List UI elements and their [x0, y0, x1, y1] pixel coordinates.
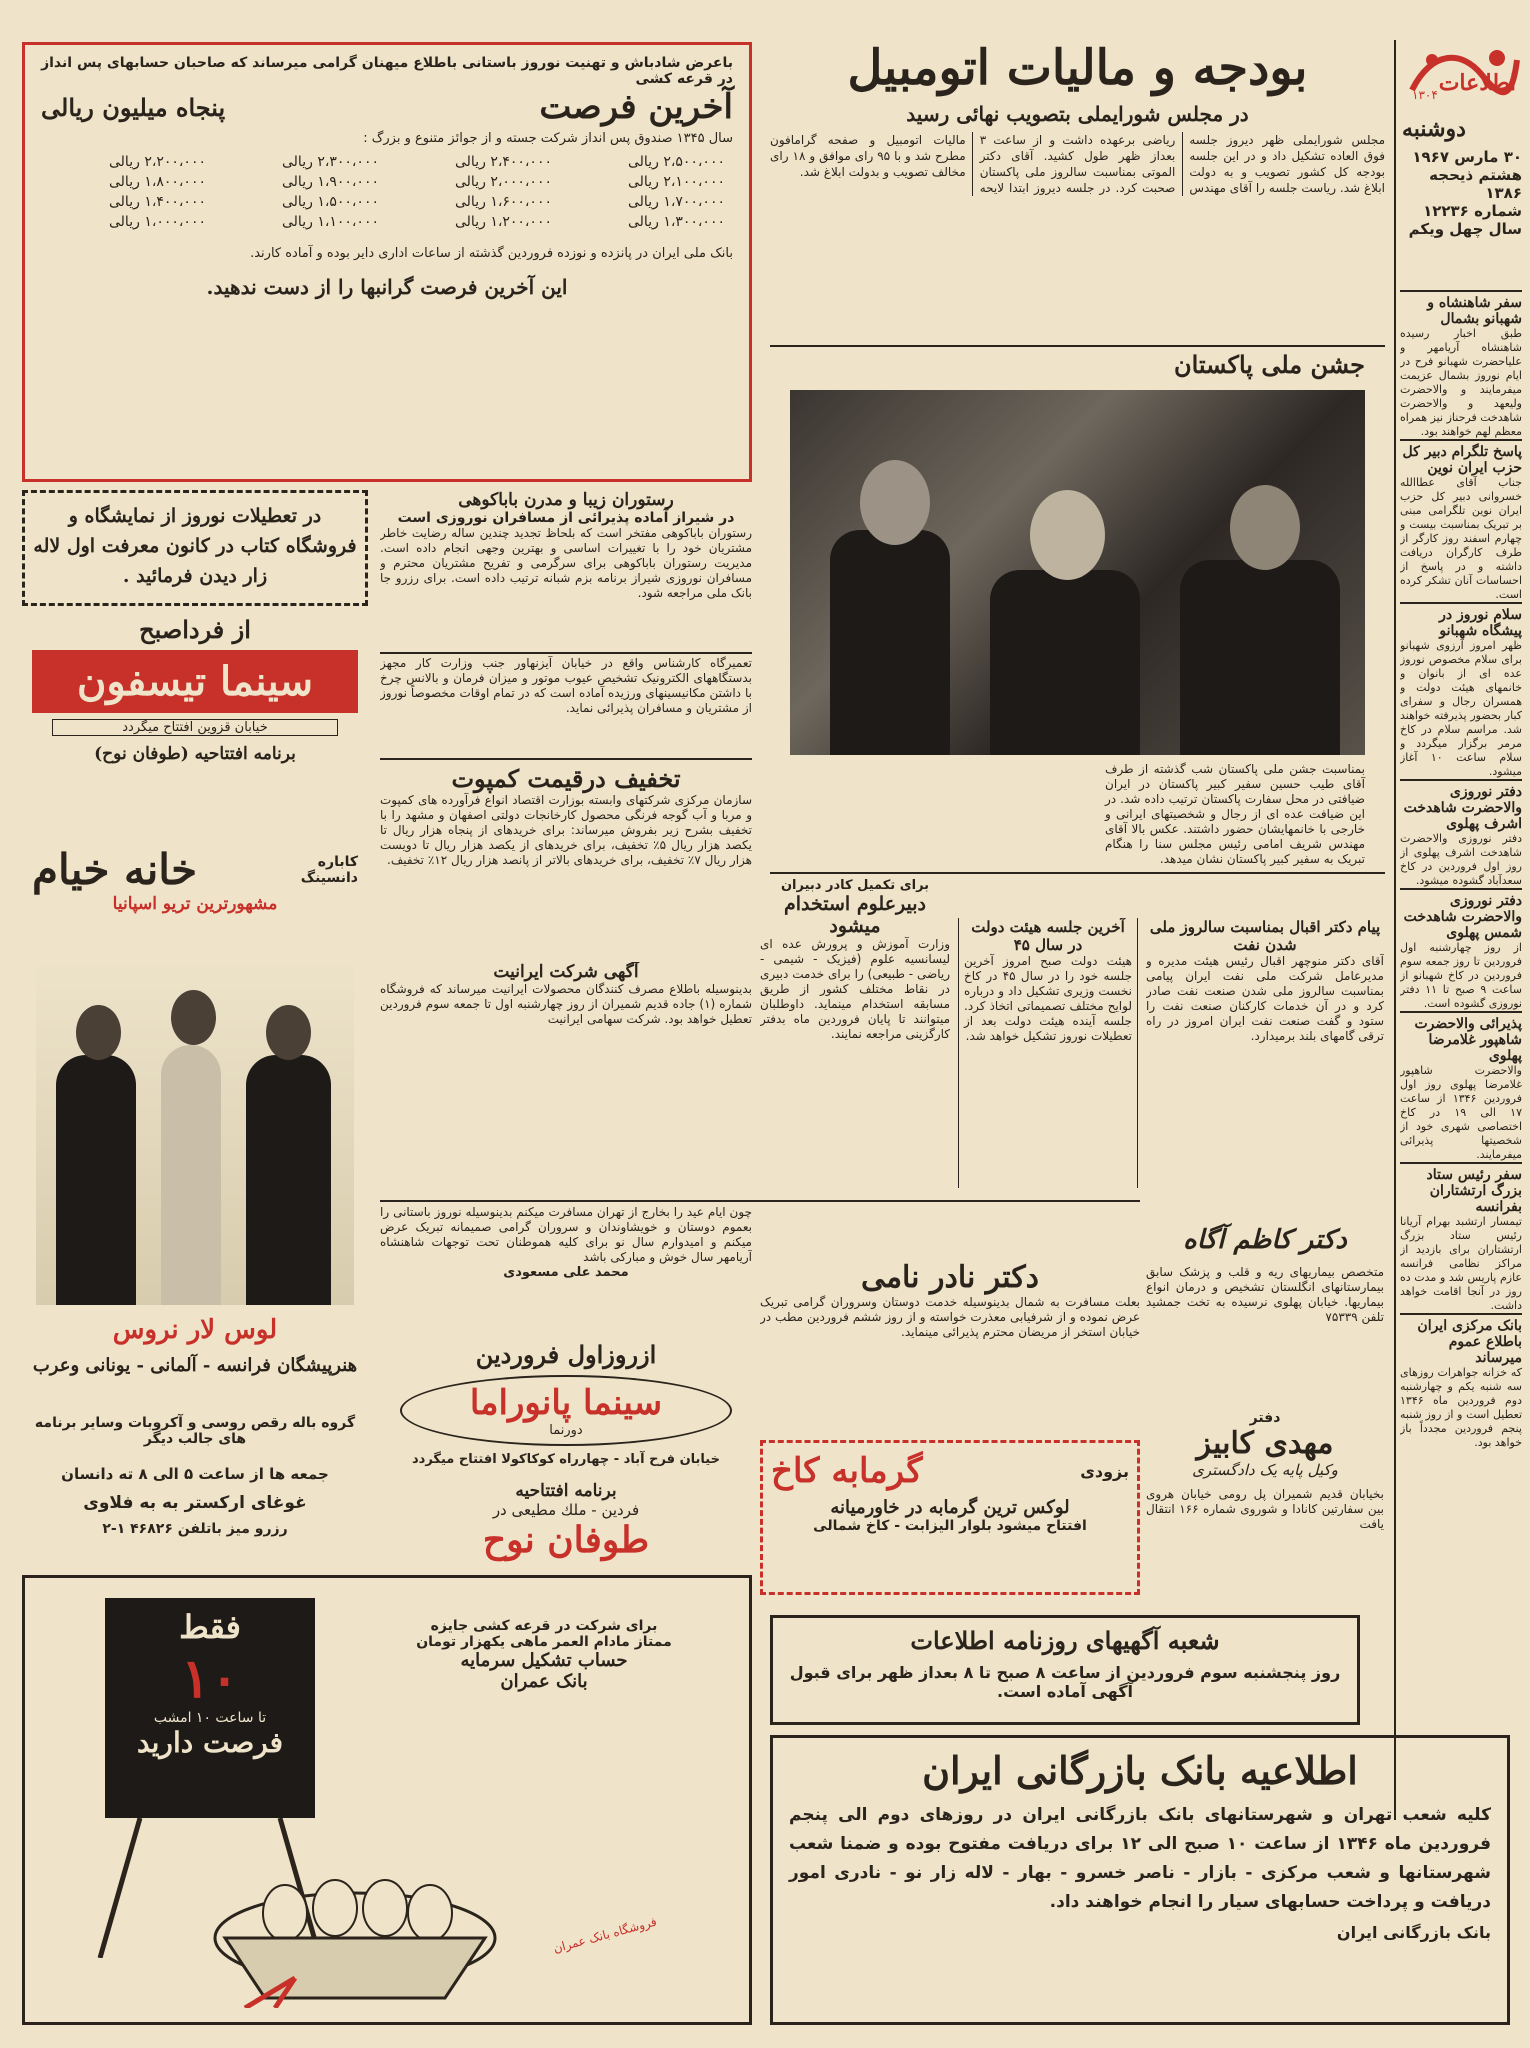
- prize-amount: ۱،۹۰۰،۰۰۰ ریالی: [282, 174, 379, 190]
- lawyer-name: مهدی کابیز: [1196, 1426, 1334, 1461]
- cabinet-body: هیئت دولت صبح امروز آخرین جلسه خود را در سال ۴۵ در کاخ نخست وزیری تشکیل داد و درباره لوایح مختلف تصمیماتی اتخاذ کرد. جلسه آینده هیئت دولت بعد از تعطیلات نوروز تشکیل خواهد شد.: [964, 954, 1132, 1043]
- lawyer-address: بخیابان قدیم شمیران پل رومی خیابان هروی بین سفارتین کانادا و شوروی شماره ۱۶۶ انتقال یافت: [1146, 1487, 1384, 1531]
- sidebar-article: [1400, 602, 1522, 779]
- basket-label: فروشگاه بانک عمران: [551, 1914, 659, 1956]
- prize-amount: ۱،۱۰۰،۰۰۰ ریالی: [282, 214, 379, 230]
- doctor-agah-body: متخصص بیماریهای ریه و قلب و پزشک سابق بیمارستانهای انگلستان تشخیص و درمان انواع بیماریها. خیابان پهلوی نرسیده به تخت جمشید تلفن ۷۵۳۳۹: [1146, 1265, 1384, 1324]
- pakistan-caption: بمناسبت جشن ملی پاکستان شب گذشته از طرف آقای طیب حسین سفیر کبیر پاکستان در ایران ضیافتی در محل سفارت پاکستان ترتیب داده شد. در این ضیافت عده ای از رجال و شخصیتهای ایرانی و خارجی با خانمهایشان حضور داشتند. عکس بالا آقای مهندس شریف امامی رئیس مجلس سنا را هنگام تبریک به سفیر کبیر پاکستان نشان میدهد.: [1105, 762, 1365, 866]
- bath-line1: لوکس ترین گرمابه در خاورمیانه: [830, 1497, 1070, 1518]
- cinema-tisfon-ad: [22, 615, 368, 835]
- tisfon-program: برنامه افتتاحیه (طوفان نوح): [94, 744, 296, 764]
- article-body: والاحضرت شاهپور غلامرضا پهلوی روز اول فروردین ۱۳۴۶ از ساعت ۱۷ الی ۱۹ در کاخ اختصاصی شهری خود از شخصیتها پذیرائی میفرمایند.: [1400, 1064, 1522, 1161]
- lead-body: مجلس شورایملی ظهر دیروز جلسه فوق العاده تشکیل داد و در این جلسه بودجه کل کشور تصویب و به دولت ابلاغ شد. ریاست جلسه را آقای مهندس ریاضی برعهده داشت و از ساعت ۳ بعداز ظهر طول کشید. آقای دکتر الموتی بمناسبت سالروز ملی پاکستان صحبت کرد. در جلسه دیروز ابتدا لایحه مالیات اتومبیل و صفحه گرامافون مطرح شد و با ۹۵ رای موافق و ۱۸ رای مخالف تصویب و بدولت ابلاغ شد.: [770, 133, 1385, 195]
- lead-story: [770, 40, 1385, 340]
- tisfon-name: سینما تیسفون: [76, 658, 314, 705]
- restaurant-body: رستوران باباکوهی مفتخر است که بلحاظ تجدید چندین ساله رضایت خاطر مشتریان خود را با تغییرات اساسی و بهترین وجهی انجام داده است. مدیریت رستوران باباکوهی برای سرگرمی و تفریح مشتریان محترم و مسافران نوروزی شیراز برنامه بزم شبانه ترتیب داده است. برای رزرو جا بانک ملی مراجعه شود.: [380, 526, 752, 600]
- savings-tonight: تا ساعت ۱۰ امشب: [153, 1710, 267, 1726]
- sidebar-article: [1400, 1313, 1522, 1450]
- pakistan-story: [770, 350, 1385, 870]
- article-body: که خزانه جواهرات روزهای سه شنبه یکم و چهارشنبه دوم فروردین ماه ۱۳۴۶ تعطیل است و از روز شنبه پنجم فروردین مجدداً باز خواهد بود.: [1400, 1366, 1522, 1449]
- savings-text-block: [379, 1618, 709, 1692]
- eghbal-article: [1146, 918, 1384, 1188]
- restaurant-subtitle: در شیراز آماده پذیرائی از مسافران نوروزی است: [397, 510, 735, 526]
- greeting-body: چون ایام عید را بخارج از تهران مسافرت میکنم بدینوسیله نوروز باستانی را بعموم دوستان و خویشاوندان و سروران گرامی صمیمانه تبریک عرض میکنم و امیدوارم سال نو برای کلیه هموطنان تحت توجهات شاهنشاه آریامهر سال خوش و مبارکی باشد: [380, 1205, 752, 1264]
- prize-amount: ۱،۶۰۰،۰۰۰ ریالی: [455, 194, 552, 210]
- sidebar-article: [1400, 1162, 1522, 1313]
- panorama-from: ازروزاول فروردین: [475, 1340, 657, 1369]
- doctor-agah-ad: [1146, 1205, 1384, 1405]
- etelaat-ads-body: روز پنجشنبه سوم فروردین از ساعت ۸ صبح تا ۸ بعداز ظهر برای قبول آگهی آماده است.: [789, 1663, 1341, 1701]
- group-name: لوس لار نروس: [112, 1315, 278, 1345]
- books-text: در تعطیلات نوروز از نمایشگاه و فروشگاه کتاب در کانون معرفت اول لاله زار دیدن فرمائید .: [33, 505, 357, 587]
- bank-notice-sign: بانک بازرگانی ایران: [1336, 1923, 1491, 1942]
- prize-amount: ۱،۵۰۰،۰۰۰ ریالی: [282, 194, 379, 210]
- trio-photo: [36, 965, 354, 1305]
- newspaper-logo: [1402, 40, 1522, 110]
- savings-text4: بانک عمران: [500, 1671, 588, 1692]
- article-title: سلام نوروز در پیشگاه شهبانو: [1400, 602, 1522, 639]
- article-title: بانک مرکزی ایران باطلاع عموم میرساند: [1400, 1313, 1522, 1366]
- compost-article: [380, 764, 752, 954]
- lottery-ad: [22, 42, 752, 482]
- prize-amount: ۲،۲۰۰،۰۰۰ ریالی: [109, 154, 206, 170]
- article-title: پاسخ تلگرام دبیر کل حزب ایران نوین: [1400, 439, 1522, 476]
- books-ad: [22, 490, 368, 606]
- prize-amount: ۱،۰۰۰،۰۰۰ ریالی: [109, 214, 206, 230]
- issue-date-2: هشتم ذیحجه ۱۳۸۶: [1429, 166, 1522, 202]
- bank-note: بانک ملی ایران در پانزده و نوزده فروردین گذشته از ساعات اداری دایر بوده و آماده کارند.: [250, 246, 733, 261]
- prize-amount: ۱،۷۰۰،۰۰۰ ریالی: [628, 194, 725, 210]
- doctor-nami-notice: [760, 1260, 1140, 1430]
- restaurant-ad: [380, 490, 752, 650]
- logo-year: ۱۳۰۴: [1412, 88, 1438, 102]
- panorama-program-line: فردین - ملك مطیعی در: [492, 1501, 640, 1519]
- lawyer-office: دفتر: [1249, 1410, 1281, 1426]
- lottery-heading: آخرین فرصت: [539, 87, 733, 127]
- logo-text: اطلاعات: [1438, 70, 1516, 96]
- pakistan-headline: جشن ملی پاکستان: [1173, 350, 1365, 379]
- khaneh-presents: مشهورترین تریو اسپانیا: [112, 894, 278, 914]
- prize-amount: ۲،۴۰۰،۰۰۰ ریالی: [455, 154, 552, 170]
- prize-amount: ۱،۴۰۰،۰۰۰ ریالی: [109, 194, 206, 210]
- prize-amount: ۱،۳۰۰،۰۰۰ ریالی: [628, 214, 725, 230]
- bath-name: گرمابه کاخ: [771, 1451, 923, 1491]
- article-body: جناب آقای عطاالله خسروانی دبیر کل حزب ایران نوین تلگرامی مبنی بر تبریک بمناسبت بیست و چهارم اسفند روز کارگر از طرف کارگران دریافت داشته و در پاسخ از احساسات آنان تشکر کرده است.: [1400, 476, 1522, 601]
- doctor-nami-name: دکتر نادر نامی: [860, 1260, 1040, 1295]
- article-title: پذیرائی والاحضرت شاهپور غلامرضا پهلوی: [1400, 1011, 1522, 1064]
- egg-basket-icon: [205, 1868, 505, 2008]
- tisfon-banner: [32, 650, 358, 713]
- doctor-agah-name: دکتر کاظم آگاه: [1183, 1225, 1347, 1255]
- prize-amount: ۱،۲۰۰،۰۰۰ ریالی: [455, 214, 552, 230]
- teachers-title: دبیرعلوم استخدام میشود: [784, 893, 926, 937]
- savings-chance: فرصت دارید: [136, 1726, 284, 1759]
- kabare: کاباره: [317, 853, 358, 870]
- khaneh-ad: [22, 845, 368, 1565]
- etelaat-ads-title: شعبه آگهیهای روزنامه اطلاعات: [910, 1626, 1220, 1655]
- sidebar-article: [1400, 779, 1522, 888]
- cabinet-article: [958, 918, 1138, 1188]
- teachers-pre: برای تکمیل کادر دبیران: [780, 878, 930, 893]
- lottery-sub: سال ۱۳۴۵ صندوق پس انداز شرکت جسته و از جوائز متنوع و بزرگ :: [363, 131, 733, 146]
- khaneh-name: خانه خیام: [32, 845, 198, 894]
- pakistan-photo: [790, 390, 1365, 755]
- tisfon-from: از فرداصبح: [139, 615, 251, 644]
- issue-date-1: ۳۰ مارس ۱۹۶۷: [1412, 148, 1522, 166]
- article-body: تیمسار ارتشبد بهرام آریانا رئیس ستاد بزرگ ارتشتاران برای بازدید از مراکز نظامی فرانسه عازم پاریس شد و مدت ده روز در آنجا اقامت خواهد داشت.: [1400, 1215, 1522, 1312]
- iranit-body: بدینوسیله باطلاع مصرف کنندگان محصولات ایرانیت میرساند که فروشگاه شماره (۱) جاده قدیم شمیران از روز چهارشنبه اول تا جمعه سوم فروردین تعطیل خواهد بود. شرکت سهامی ایرانیت: [380, 982, 752, 1026]
- greeting-signature: محمد علی مسعودی: [503, 1265, 629, 1280]
- ballet-line: گروه باله رقص روسی و آکروبات وسایر برنامه های جالب دیگر: [34, 1415, 356, 1447]
- article-body: دفتر نوروزی والاحضرت شاهدخت اشرف پهلوی از روز اول فروردین در کاخ سعدآباد گشوده میشود.: [1400, 832, 1522, 887]
- savings-text1: برای شرکت در قرعه کشی جایزه: [430, 1618, 658, 1634]
- teachers-article: [760, 878, 950, 1188]
- prize-amount: ۲،۳۰۰،۰۰۰ ریالی: [282, 154, 379, 170]
- panorama-name: سینما پانوراما: [469, 1383, 663, 1423]
- issue-number: شماره ۱۲۲۳۶: [1423, 202, 1522, 220]
- iranit-ad: [380, 962, 752, 1082]
- panorama-film: طوفان نوح: [482, 1519, 650, 1561]
- panorama-banner: [400, 1375, 732, 1446]
- iranit-title: آگهی شرکت ایرانیت: [493, 962, 639, 982]
- article-title: دفتر نوروزی والاحضرت شاهدخت اشرف پهلوی: [1400, 779, 1522, 832]
- lead-subheadline: در مجلس شورایملی بتصویب نهائی رسید: [906, 102, 1249, 126]
- issue-day: دوشنبه: [1402, 116, 1466, 142]
- greeting-notice: [380, 1205, 752, 1335]
- compost-body: سازمان مرکزی شرکتهای وابسته بوزارت اقتصاد انواع فرآورده های کمپوت و مربا و آب گوجه فرنگی محصول کارخانجات دولتی اصفهان و مشهد را با تخفیف بشرح زیر بفروش میرساند: برای خریدهای از پنجاه هزار ریال تا یکصد هزار ریال ۵٪ تخفیف، برای خریدهای از یکصد هزار ریال تا دویست هزار ریال ۷٪ تخفیف، برای خریدهای بالاتر از پانصد هزار ریال ۱۲٪ تخفیف.: [380, 793, 752, 867]
- times-line: جمعه ها از ساعت ۵ الی ۸ ته دانسان: [61, 1465, 329, 1483]
- article-body: طبق اخبار رسیده شاهنشاه آریامهر و علیاحضرت شهبانو فرح در ایام نوروز بشمال عزیمت میفرمایند و والاحضرت ولیعهد و والاحضرت شاهدخت فرحناز نیز همراه معظم لهم خواهند بود.: [1400, 327, 1522, 438]
- article-body: از روز چهارشنبه اول فروردین تا روز جمعه سوم فروردین در کاخ شهبانو از ساعت ۹ صبح تا ۱۱ دفتر نوروزی گشوده است.: [1400, 941, 1522, 1010]
- sidebar-article: [1400, 439, 1522, 602]
- issue-year: سال چهل ویکم: [1408, 220, 1522, 238]
- panorama-program-label: برنامه افتتاحیه: [515, 1481, 617, 1501]
- article-title: دفتر نوروزی والاحضرت شاهدخت شمس پهلوی: [1400, 888, 1522, 941]
- teachers-body: وزارت آموزش و پرورش عده ای لیسانسیه علوم (فیزیک - شیمی - ریاضی - طبیعی) را برای خدمت دبیری در نقاط مختلف کشور از طریق مسابقه استخدام مینماید. داوطلبان میتوانند تا پایان فروردین ماه بدفتر کارگزینی مراجعه نمایند.: [760, 937, 950, 1041]
- sidebar-article: [1400, 290, 1522, 439]
- prize-amount: ۲،۱۰۰،۰۰۰ ریالی: [628, 174, 725, 190]
- panorama-address: خیابان فرح آباد - چهارراه کوکاکولا افتتاح میگردد: [411, 1452, 720, 1467]
- bath-line2: افتتاح میشود بلوار الیزابت - کاخ شمالی: [813, 1518, 1087, 1534]
- bath-soon: بزودی: [1080, 1461, 1129, 1481]
- restaurant-title: رستوران زیبا و مدرن باباکوهی: [458, 490, 674, 510]
- sidebar-article: [1400, 888, 1522, 1011]
- orchestra-line: غوغای ارکستر به به فلاوی: [83, 1493, 307, 1513]
- cabinet-title: آخرین جلسه هیئت دولت در سال ۴۵: [971, 918, 1125, 954]
- article-title: سفر شاهنشاه و شهبانو بشمال: [1400, 290, 1522, 327]
- savings-text2: ممتاز مادام العمر ماهی یکهزار تومان: [416, 1634, 672, 1650]
- lawyer-notice: [1146, 1410, 1384, 1610]
- doctor-nami-body: بعلت مسافرت به شمال بدینوسیله خدمت دوستان وسروران گرامی تبریک عرض نموده و از شرفیابی معذرت خواسته و از روز ششم فروردین مطب در خیابان استخر از مریضان محترم پذیرائی مینماید.: [760, 1295, 1140, 1339]
- eghbal-body: آقای دکتر منوچهر اقبال رئیس هیئت مدیره و مدیرعامل شرکت ملی نفت ایران پیامی بمناسبت سالروز ملی شدن صنعت نفت صادر کرد و در آن خدمات کارکنان صنعت نفت را ستود و گفت صنعت نفت ایران امروز در راه ترقی گامهای بلند برمیدارد.: [1146, 954, 1384, 1043]
- lawyer-role: وکیل پایه یک دادگستری: [1192, 1461, 1338, 1479]
- masthead: [1402, 40, 1522, 300]
- group-artists: هنرپیشگان فرانسه - آلمانی - یونانی وعرب: [32, 1355, 358, 1376]
- sidebar-column: [1400, 290, 1522, 1830]
- phone-line: رزرو میز باتلفن ۴۶۸۲۶ ۱-۲: [102, 1521, 288, 1537]
- lottery-intro: باعرض شادباش و تهنیت نوروز باستانی باطلاع میهنان گرامی میرساند که صاحبان حسابهای پس انداز در قرعه کشی: [41, 55, 733, 87]
- etelaat-ads-notice: [770, 1615, 1360, 1725]
- lottery-amount: پنجاه میلیون ریالی: [41, 92, 226, 122]
- bank-notice-body: کلیه شعب تهران و شهرستانهای بانک بازرگانی ایران در روزهای دوم الی پنجم فروردین ماه ۱۳۴۶ از ساعت ۱۰ صبح الی ۱۲ برای دریافت مفتوح بوده و ضمنا شعب شهرستانها و شعب مرکزی - بازار - ناصر خسرو - بهار - لاله زار نو - نادری امور دریافت و پرداخت حسابهای سیار را انجام خواهند داد.: [789, 1805, 1491, 1912]
- chalkboard: [105, 1598, 315, 1818]
- prize-amount: ۲،۵۰۰،۰۰۰ ریالی: [628, 154, 725, 170]
- repair-body: تعمیرگاه کارشناس واقع در خیابان آیزنهاور جنب وزارت کار مجهز بدستگاههای الکترونیک تشخیص عیوب موتور و میزان فرمان و بالانس چرخ با داشتن مکانیسینهای ورزیده آماده است که در تمام اوقات مخصوصاً نوروز از مشتریان و مسافران پذیرائی نماید.: [380, 656, 752, 715]
- prize-amount: ۲،۰۰۰،۰۰۰ ریالی: [455, 174, 552, 190]
- dancing: دانسینگ: [300, 869, 358, 886]
- compost-title: تخفیف درقیمت کمپوت: [451, 764, 681, 793]
- repair-shop-ad: [380, 656, 752, 756]
- lottery-footer: این آخرین فرصت گرانبها را از دست ندهید.: [206, 275, 568, 299]
- eghbal-title: پیام دکتر اقبال بمناسبت سالروز ملی شدن نفت: [1149, 918, 1381, 954]
- article-body: ظهر امروز آرزوی شهبانو برای سلام مخصوص نوروز عده ای از بانوان و خانمهای هیئت دولت و همسران رجال و سفرای کبار بحضور پذیرفته خواهند شد. مراسم سلام در کاخ مرمر برگزار میگردد و سلام ساعت ۱۰ آغاز میشود.: [1400, 639, 1522, 778]
- tisfon-address: خیابان قزوین افتتاح میگردد: [52, 719, 338, 736]
- savings-text3: حساب تشکیل سرمایه: [460, 1650, 628, 1671]
- savings-only: فقط: [179, 1608, 241, 1646]
- savings-ad: [22, 1575, 752, 2025]
- panorama-tag: دورنما: [549, 1423, 583, 1438]
- prize-amount: ۱،۸۰۰،۰۰۰ ریالی: [109, 174, 206, 190]
- savings-number: ۱۰: [180, 1646, 239, 1710]
- bank-notice-title: اطلاعیه بانک بازرگانی ایران: [922, 1748, 1358, 1793]
- bazargani-bank-notice: [770, 1735, 1510, 2025]
- prize-table: [41, 152, 733, 232]
- lead-headline: بودجه و مالیات اتومبیل: [847, 40, 1308, 96]
- sidebar-article: [1400, 1011, 1522, 1162]
- article-title: سفر رئیس ستاد بزرگ ارتشتاران بفرانسه: [1400, 1162, 1522, 1215]
- bath-ad: [760, 1440, 1140, 1595]
